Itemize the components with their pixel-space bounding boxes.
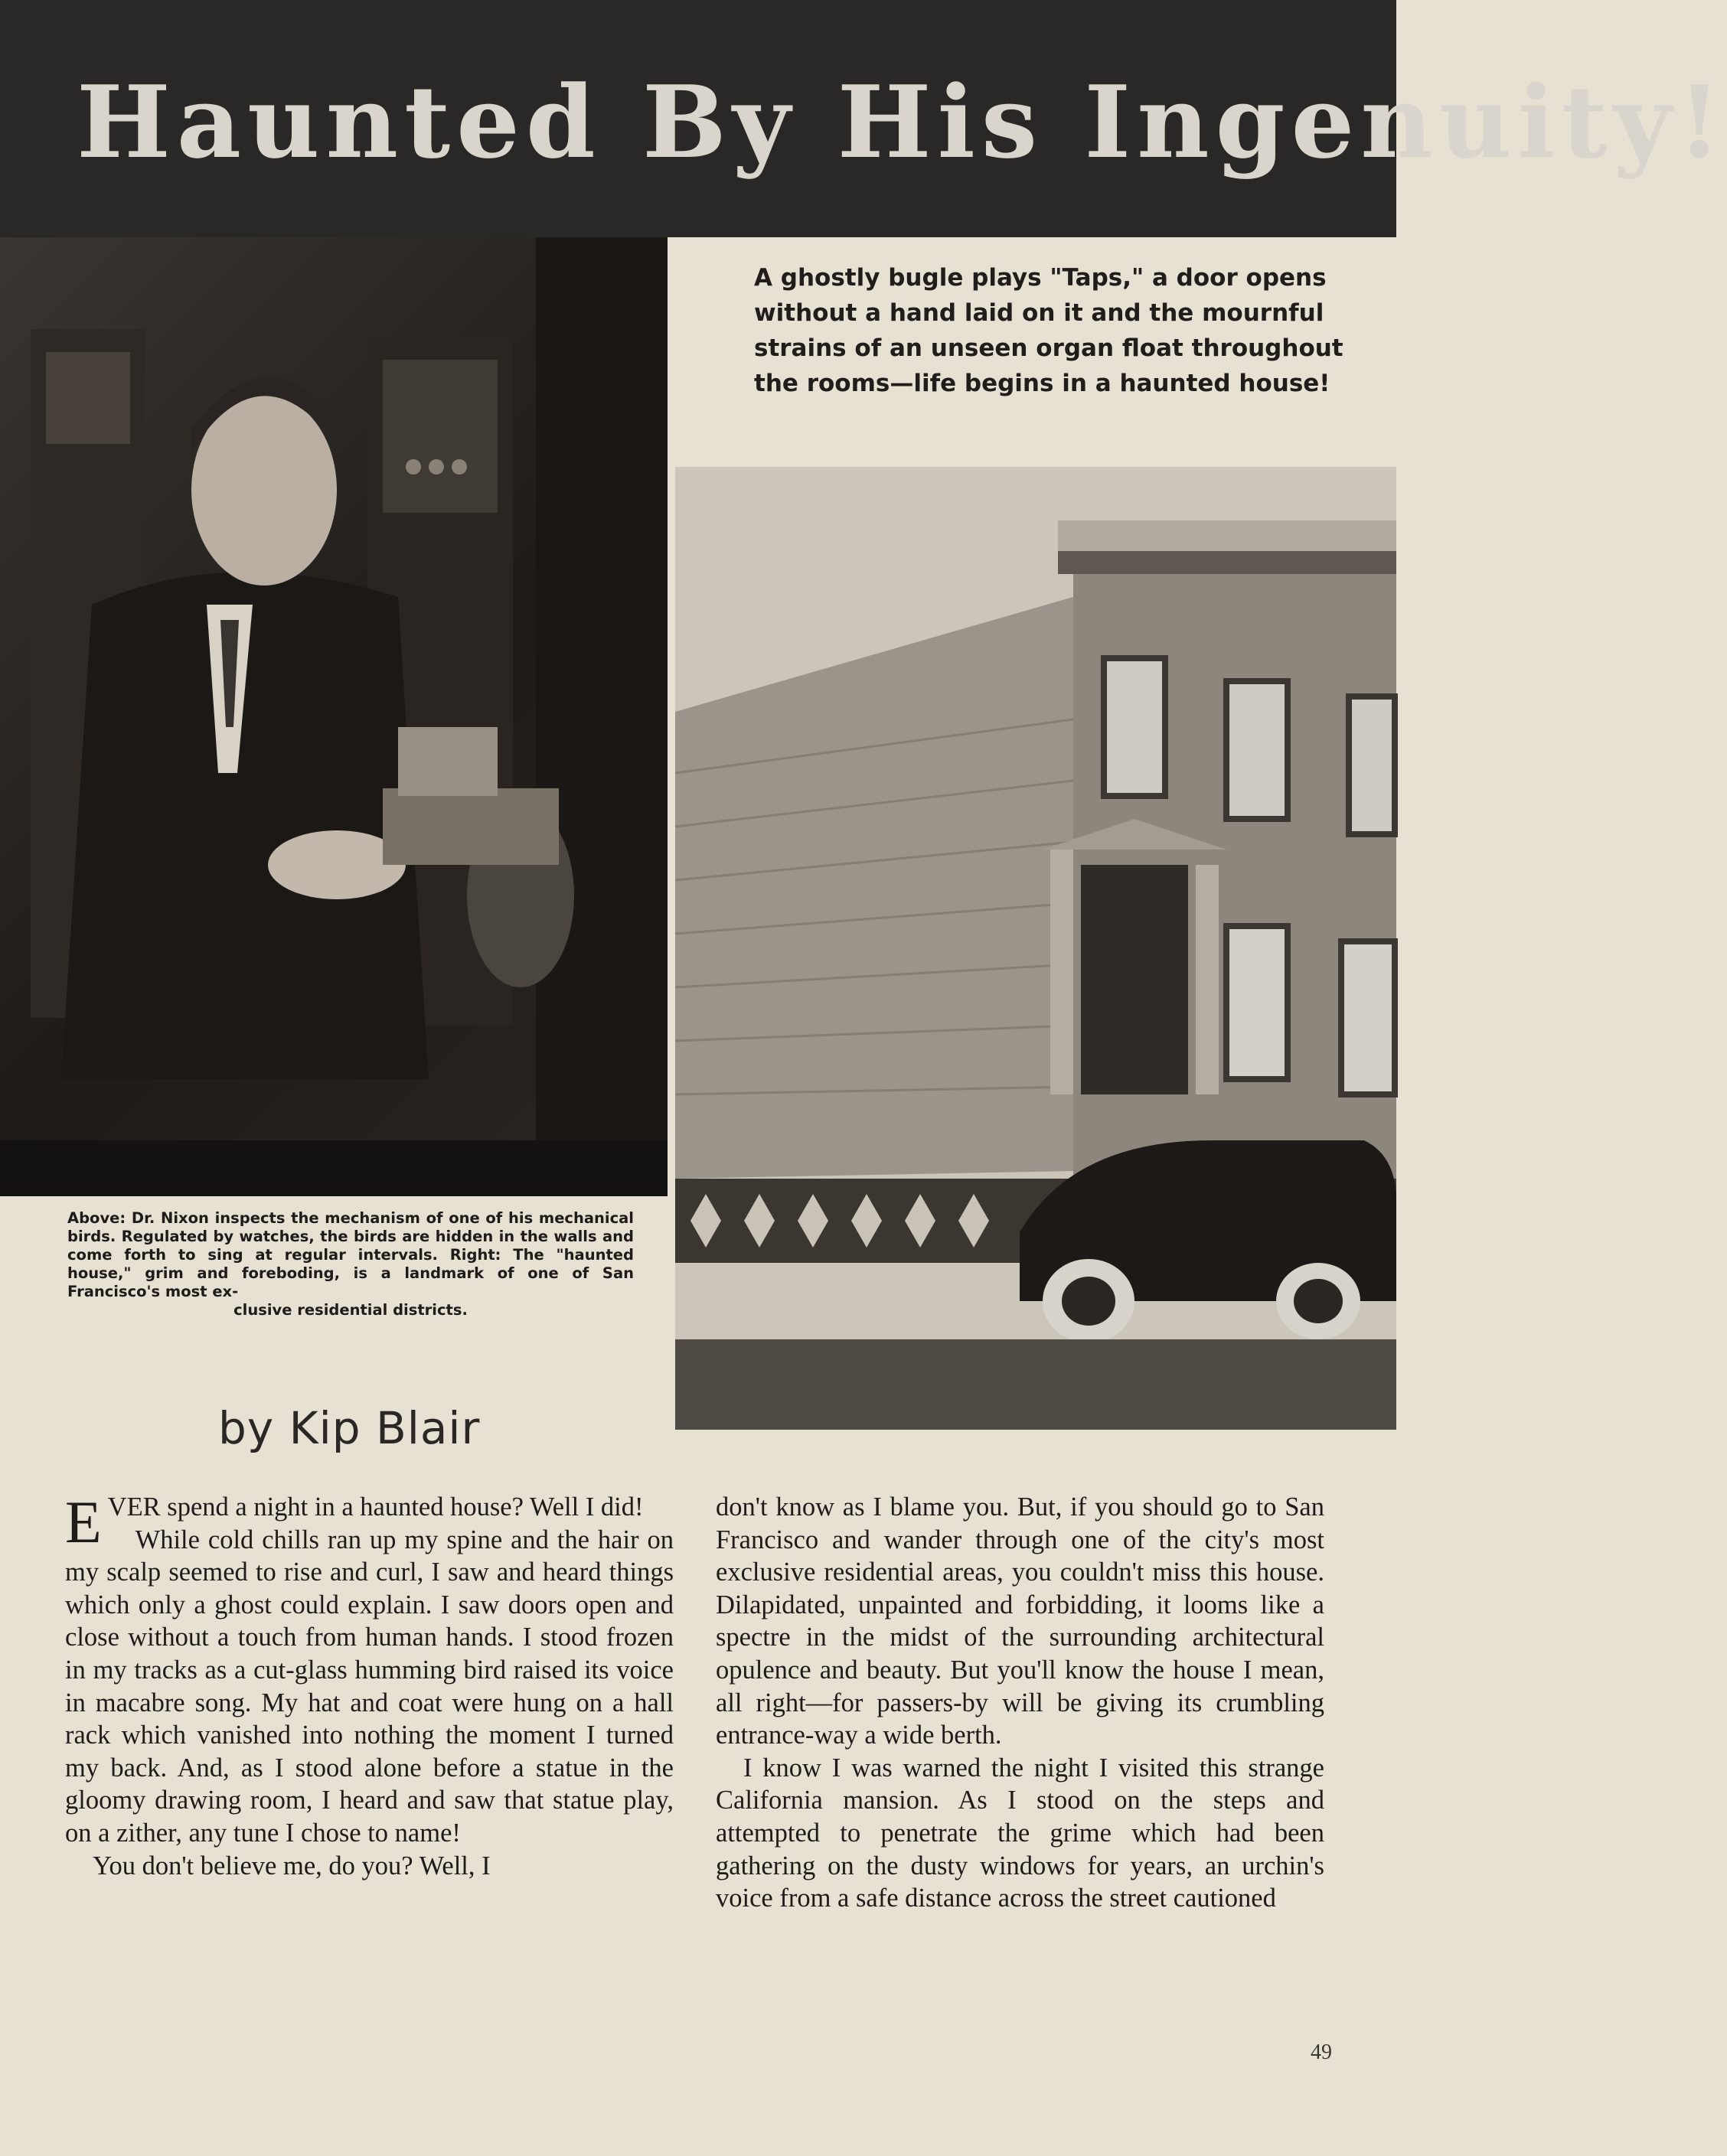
paragraph-opening [65,1489,674,1555]
intro-blurb: A ghostly bugle plays "Taps," a door opens without a hand laid on it and the mournful strains of an unseen organ float throughout the rooms—life begins in a haunted house! [754,264,1343,397]
page-number: 49 [1311,2040,1332,2064]
paragraph: While cold chills ran up my spine and the hair on my scalp seemed to rise and curl, I saw and heard things which only a ghost could explain. I saw doors open and close without a touch from human hands. I stood frozen in my tracks as a cut-glass humming bird raised its voice in macabre song. My hat and coat were hung on a hall rack which vanished into nothing the moment I turned my back. And, as I stood alone before a statue in the gloomy drawing room, I heard and saw that statue play, on a zither, any tune I chose to name! [65,1525,674,1848]
paragraph: You don't believe me, do you? Well, I [93,1851,491,1880]
caption-text: Above: Dr. Nixon inspects the mechanism of one of his mechanical birds. Regulated by watches, the birds are hidden in the walls and come forth to sing at regular intervals. Right: The "haunted house," grim and foreboding, is a landmark of one of San Francisco's most ex- [67,1209,634,1300]
paragraph: I know I was warned the night I visited this strange California mansion. As I stood on the steps and attempted to penetrate the grime which had been gathering on the dusty windows for years, an urchin's voice from a safe distance across the street cautioned [716,1753,1324,1913]
photo-haunted-house [675,467,1396,1430]
byline: by Kip Blair [218,1402,481,1454]
paragraph: don't know as I blame you. But, if you should go to San Francisco and wander through one of the city's most exclusive residential areas, you couldn't miss this house. Dilapidated, unpainted and forbidding, it looms like a spectre in the midst of the surrounding architectural opulence and beauty. But you'll know the house I mean, all right—for passers-by will be giving its crumbling entrance-way a wide berth. [716,1492,1324,1750]
caption-last-line: clusive residential districts. [233,1301,468,1319]
paragraph-opening-text: VER spend a night in a haunted house? Well I did! [107,1492,644,1522]
article-column-left [65,1491,674,1882]
article-column-right [716,1491,1324,1915]
photo-caption [67,1209,634,1319]
photo-dr-nixon [0,237,668,1196]
headline: Haunted By His Ingenuity! [77,64,1727,181]
drop-cap: E [65,1489,102,1555]
